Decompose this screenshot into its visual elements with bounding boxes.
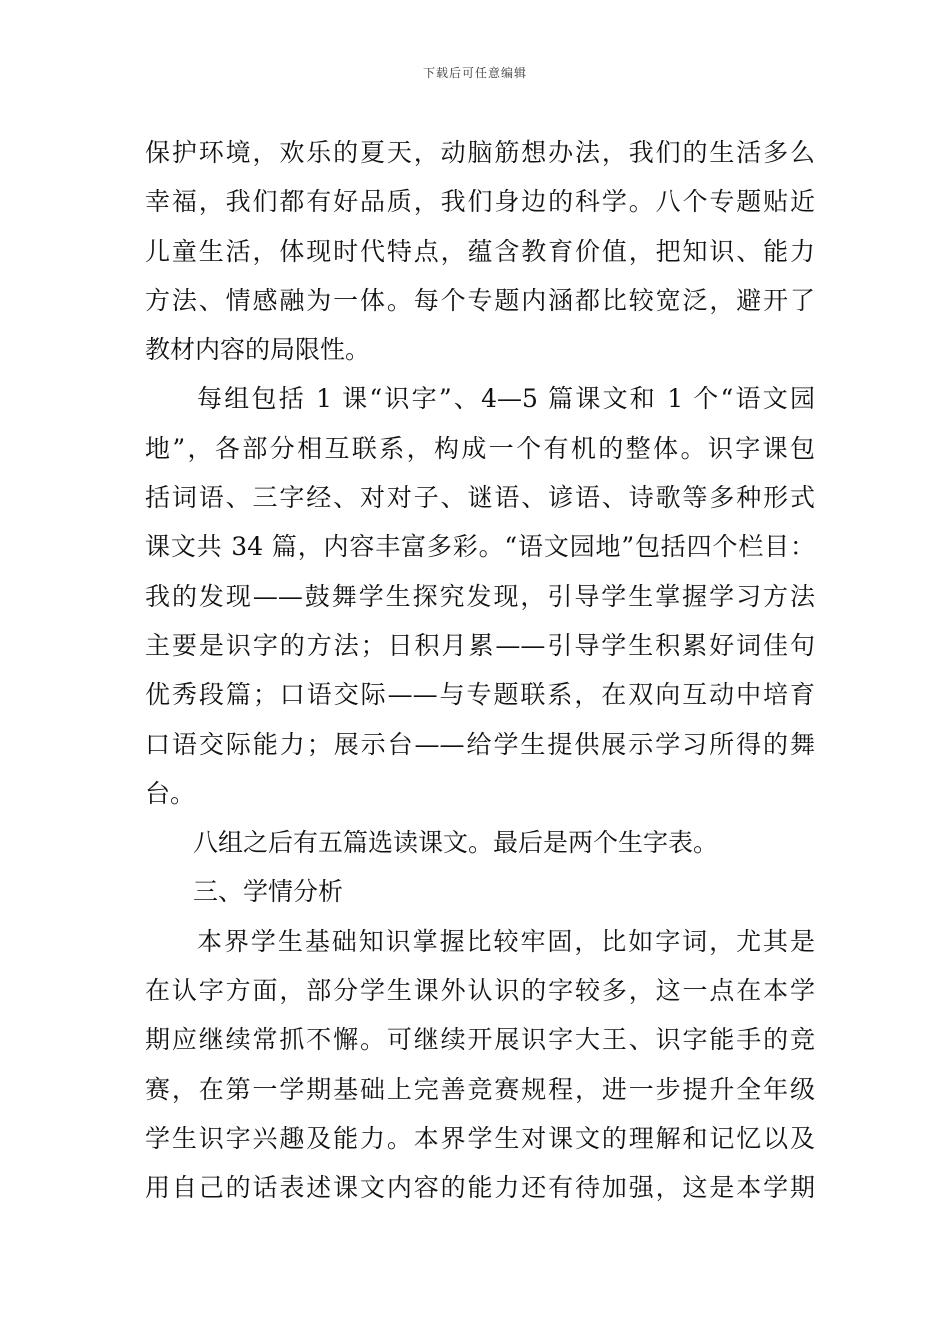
text-line: 保护环境，欢乐的夏天，动脑筋想办法，我们的生活多么 xyxy=(145,138,815,167)
text-line: 学生识字兴趣及能力。本界学生对课文的理解和记忆以及 xyxy=(145,1123,815,1153)
text-line: 课文共 34 篇，内容丰富多彩。“语文园地”包括四个栏目： xyxy=(145,532,815,562)
text-line: 用自己的话表述课文内容的能力还有待加强，这是本学期 xyxy=(145,1173,815,1203)
text-line: 方法、情感融为一体。每个专题内涵都比较宽泛，避开了 xyxy=(145,285,815,315)
section-heading: 三、学情分析 xyxy=(193,877,344,907)
text-line: 主要是识字的方法；日积月累——引导学生积累好词佳句 xyxy=(145,630,815,660)
text-line: 期应继续常抓不懈。可继续开展识字大王、识字能手的竞 xyxy=(145,1025,815,1055)
document-body xyxy=(145,128,815,1213)
text-line: 台。 xyxy=(145,778,196,808)
text-line: 赛，在第一学期基础上完善竞赛规程，进一步提升全年级 xyxy=(145,1074,815,1104)
page-header: 下载后可任意编辑 xyxy=(422,66,527,80)
text-line: 在认字方面，部分学生课外认识的字较多，这一点在本学 xyxy=(145,976,815,1006)
text-line: 地”，各部分相互联系，构成一个有机的整体。识字课包 xyxy=(145,433,815,463)
text-line: 教材内容的局限性。 xyxy=(145,335,371,365)
text-line: 优秀段篇；口语交际——与专题联系，在双向互动中培育 xyxy=(145,680,815,710)
paragraph-start-line: 八组之后有五篇选读课文。最后是两个生字表。 xyxy=(193,828,719,858)
text-line: 我的发现——鼓舞学生探究发现，引导学生掌握学习方法 xyxy=(145,581,815,611)
text-line: 儿童生活，体现时代特点，蕴含教育价值，把知识、能力 xyxy=(145,236,815,266)
text-line: 幸福，我们都有好品质，我们身边的科学。八个专题贴近 xyxy=(145,187,815,217)
text-line: 口语交际能力；展示台——给学生提供展示学习所得的舞 xyxy=(145,729,815,759)
paragraph-start-line: 本界学生基础知识掌握比较牢固，比如字词，尤其是 xyxy=(197,926,815,956)
paragraph-start-line: 每组包括 1 课“识字”、4—5 篇课文和 1 个“语文园 xyxy=(197,384,815,414)
text-line: 括词语、三字经、对对子、谜语、谚语、诗歌等多种形式 xyxy=(145,483,815,513)
